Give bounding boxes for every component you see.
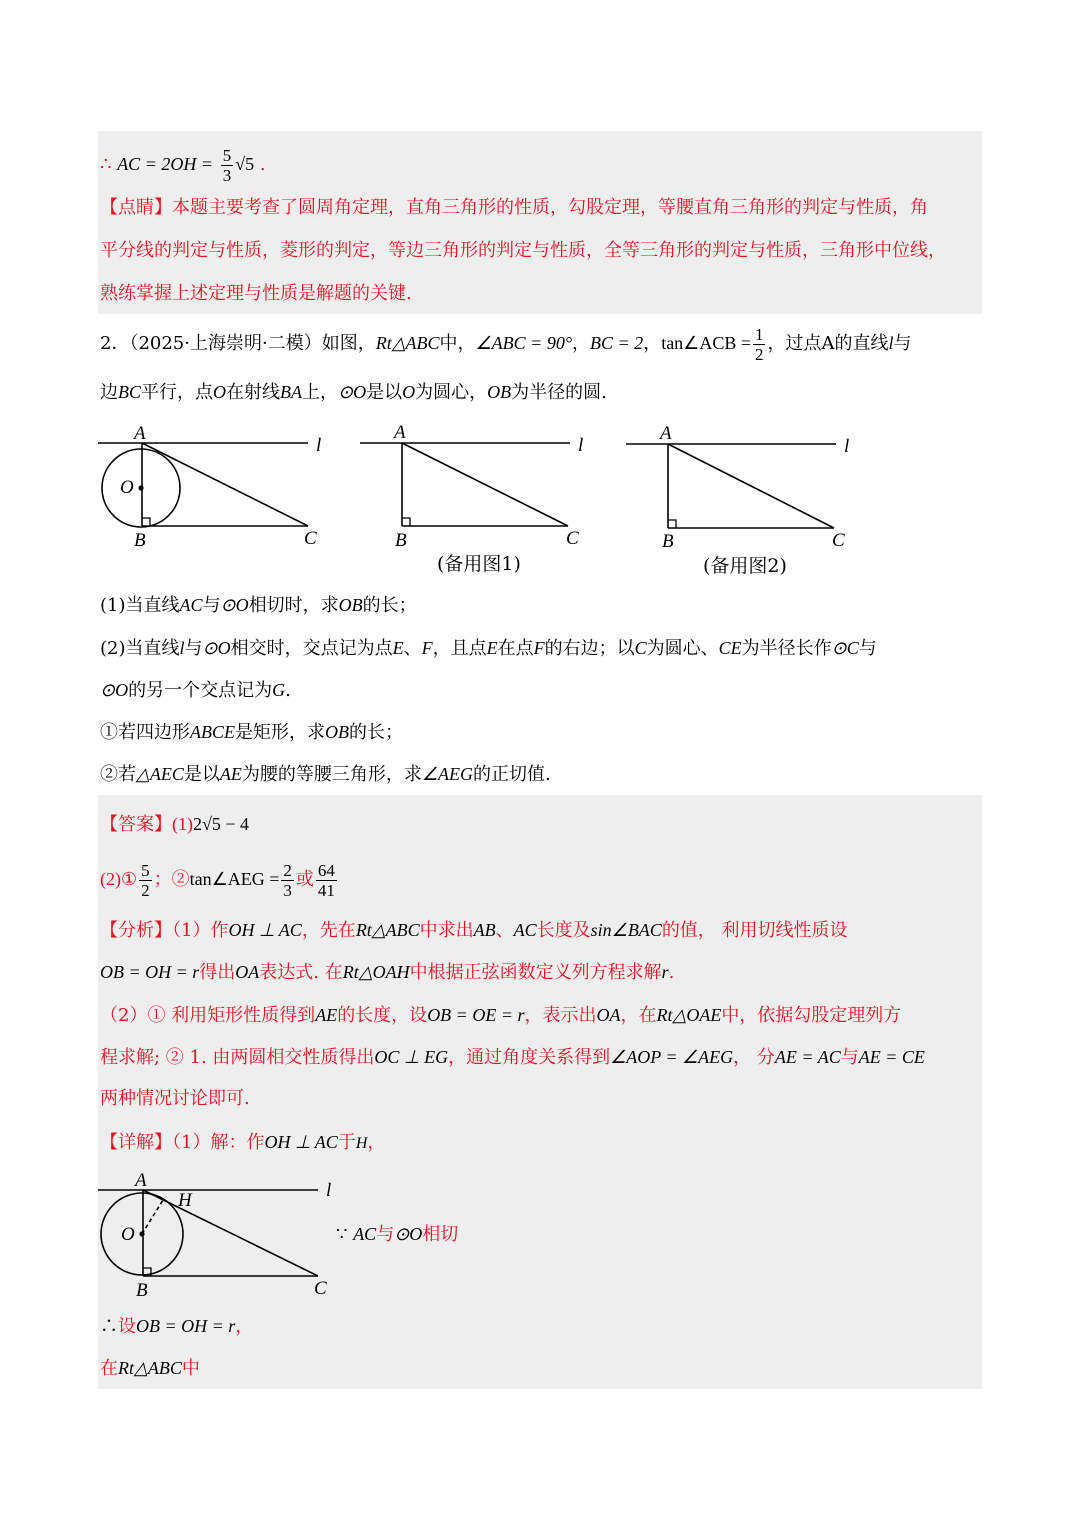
comment-line-1: [100, 196, 928, 220]
analysis-text: 中求出: [419, 920, 474, 941]
question-text: ②若: [100, 764, 136, 785]
last-line: [100, 1356, 200, 1381]
detail-math: ⊙O: [394, 1224, 423, 1244]
fig3-label-c: C: [832, 530, 845, 551]
question-text: 的长；: [349, 722, 403, 743]
analysis-text: 得出: [199, 962, 236, 983]
point-o: O: [213, 382, 227, 402]
problem-text: 上，: [302, 382, 339, 403]
answer-line-1: [100, 812, 249, 837]
fig3-label-b: B: [662, 531, 674, 552]
question-2-1: [100, 720, 403, 745]
question-text: 在点: [497, 638, 534, 659]
problem-text: 平行，点: [141, 382, 214, 403]
analysis-label: 【分析】: [100, 920, 172, 941]
point-e: E: [486, 638, 498, 658]
point-f: F: [421, 638, 433, 658]
analysis-math: OH ⊥ AC: [228, 920, 302, 940]
circle-o: ⊙O: [100, 680, 129, 700]
answer-2-2-denominator: 3: [283, 880, 292, 900]
segment-ob: OB: [325, 722, 349, 742]
ac-equation: AC = 2OH =: [117, 154, 213, 174]
answer-2-1-numerator: 5: [141, 860, 150, 880]
detail-label: 【详解】: [100, 1132, 172, 1153]
ac-fraction-numerator: 5: [222, 145, 232, 165]
analysis-text: （1）作: [172, 920, 229, 941]
question-text: 是以: [183, 764, 220, 785]
analysis-math: OA: [235, 962, 260, 982]
fig1-label-o: O: [120, 477, 134, 498]
answer-1-value: 2√5 − 4: [193, 814, 250, 834]
detail-figure: [90, 1162, 350, 1302]
answer-2-2-numerator: 2: [283, 860, 292, 880]
analysis-text: 的值， 利用切线性质设: [661, 920, 848, 941]
quad-abce: ABCE: [190, 722, 235, 742]
problem-line-2: [100, 380, 607, 405]
analysis-line-5: [100, 1087, 250, 1111]
problem-text: 中，: [439, 333, 476, 354]
comment-text-3: 熟练掌握上述定理与性质是解题的关键.: [100, 283, 412, 304]
analysis-math: Rt△OAE: [656, 1005, 722, 1025]
line-l: l: [888, 333, 894, 353]
fig1-label-l: l: [316, 435, 322, 456]
ray-ba: BA: [280, 382, 303, 402]
ac-root: √5: [235, 154, 255, 174]
analysis-text: （2）① 利用矩形性质得到: [100, 1005, 316, 1026]
triangle-aec: △AEC: [136, 764, 184, 784]
analysis-text: 程求解; ② 1. 由两圆相交性质得出: [100, 1047, 375, 1068]
answer-tan-aeg: tan∠AEG =: [189, 869, 280, 889]
therefore-symbol: ∴: [100, 154, 112, 175]
detail-math: AC: [353, 1224, 377, 1244]
detail-line-1: [100, 1130, 385, 1156]
detail-text: ，: [367, 1132, 386, 1153]
analysis-math: ∠AOP = ∠AEG: [610, 1047, 734, 1067]
bc-value: BC = 2: [590, 333, 644, 353]
fig4-label-h: H: [178, 1190, 192, 1211]
fig2-label-l: l: [578, 435, 584, 456]
question-text: (2)当直线: [100, 638, 180, 659]
analysis-math: Rt△OAH: [342, 962, 410, 982]
detail-text: （1）解：作: [172, 1132, 265, 1153]
answer-1-prefix: (1): [172, 814, 193, 834]
figure-main: [98, 423, 321, 551]
fig4-label-b: B: [136, 1280, 148, 1301]
answer-or: 或: [295, 869, 314, 890]
question-text: (1)当直线: [100, 595, 180, 616]
answer-2-3-numerator: 64: [317, 860, 335, 880]
question-text: 为半径长作: [741, 638, 832, 659]
detail-text: ，: [235, 1316, 254, 1337]
segment-ce: CE: [718, 638, 742, 658]
caption-backup-2: (备用图2): [703, 555, 787, 577]
because-symbol: ∵: [336, 1224, 348, 1245]
answer-separator: ；②: [153, 869, 190, 890]
ac-fraction-denominator: 3: [222, 165, 232, 185]
fig1-label-b: B: [134, 530, 146, 551]
figure-backup-1: [360, 422, 583, 551]
circle-c: ⊙C: [831, 638, 859, 658]
analysis-text: 长度及: [536, 920, 591, 941]
circle-o: ⊙O: [202, 638, 231, 658]
angle-abc: ∠ABC = 90°: [475, 333, 573, 353]
analysis-text: ，通过角度关系得到: [448, 1047, 611, 1068]
fig2-label-b: B: [395, 530, 407, 551]
tan-acb: tan∠ACB =: [661, 333, 751, 353]
comma: ，: [572, 333, 591, 354]
because-line: [336, 1222, 458, 1247]
fig3-label-a: A: [660, 423, 672, 444]
tan-numerator: 1: [754, 324, 764, 344]
question-2: [100, 636, 877, 661]
analysis-math: OC ⊥ EG: [374, 1047, 449, 1067]
detail-text: 中: [181, 1358, 200, 1379]
problem-text: 是以: [366, 382, 403, 403]
detail-text: 相切: [422, 1224, 459, 1245]
fig2-label-a: A: [394, 422, 406, 443]
analysis-math: sin∠BAC: [590, 920, 662, 940]
segment-ae: AE: [219, 764, 242, 784]
answer-label: 【答案】: [100, 814, 172, 835]
analysis-text: 与: [840, 1047, 859, 1068]
point-g: G: [272, 680, 286, 700]
question-text: 相切时，求: [248, 595, 339, 616]
analysis-text: 表达式. 在: [259, 962, 343, 983]
angle-aeg: ∠AEG: [421, 764, 473, 784]
problem-text: ，过点A的直线: [767, 333, 889, 354]
segment-ob: OB: [487, 382, 512, 402]
therefore-symbol: ∴: [100, 1316, 118, 1337]
comma: ，: [643, 333, 662, 354]
analysis-math: AC: [513, 920, 537, 940]
comment-line-3: [100, 282, 412, 306]
fig4-label-o: O: [121, 1224, 135, 1245]
analysis-math: OB = OH = r: [100, 962, 200, 982]
question-text: 相交时，交点记为点: [230, 638, 393, 659]
analysis-math: Rt△ABC: [355, 920, 420, 940]
question-text: ①若四边形: [100, 722, 190, 743]
caption-backup-1: (备用图1): [437, 553, 521, 575]
tan-denominator: 2: [754, 344, 764, 364]
problem-text: 边: [100, 382, 118, 403]
question-text: 与: [184, 638, 203, 659]
detail-math: Rt△ABC: [118, 1358, 182, 1378]
analysis-math: r: [661, 962, 669, 982]
question-text: 的正切值.: [472, 764, 551, 785]
analysis-text: 中根据正弦函数定义列方程求解: [409, 962, 662, 983]
analysis-line-3: [100, 1003, 901, 1028]
problem-intro: 2．（2025·上海崇明·二模）如图，: [100, 333, 376, 354]
problem-text: 为圆心，: [415, 382, 488, 403]
analysis-line-1: [100, 918, 848, 943]
line-l: l: [179, 638, 185, 658]
question-2-cont: [100, 678, 291, 703]
analysis-text: ，在: [620, 1005, 657, 1026]
question-text: 为圆心、: [646, 638, 719, 659]
detail-text: 设: [118, 1316, 136, 1337]
segment-ob: OB: [338, 595, 363, 615]
fig4-label-l: l: [326, 1180, 332, 1201]
fig1-label-a: A: [134, 423, 146, 444]
analysis-text: .: [668, 962, 675, 983]
analysis-text: ， 分: [733, 1047, 775, 1068]
detail-math: H: [355, 1135, 368, 1152]
detail-math: OB = OH = r: [136, 1316, 236, 1336]
question-text: 与: [202, 595, 221, 616]
point-c: C: [634, 638, 647, 658]
analysis-math: AB: [473, 920, 496, 940]
question-text: 的另一个交点记为: [128, 680, 273, 701]
fig1-label-c: C: [304, 528, 317, 549]
problem-line-1: [100, 323, 912, 364]
comment-text-2: 平分线的判定与性质，菱形的判定，等边三角形的判定与性质，全等三角形的判定与性质，三角形中位线，: [100, 240, 946, 261]
question-text: 、: [403, 638, 422, 659]
point-o: O: [402, 382, 416, 402]
analysis-text: ，先在: [301, 920, 356, 941]
question-text: ，且点: [432, 638, 487, 659]
analysis-line-2: [100, 960, 674, 985]
answer-2-3-denominator: 41: [317, 880, 335, 900]
analysis-math: OA: [596, 1005, 621, 1025]
analysis-text: 两种情况讨论即可.: [100, 1088, 250, 1109]
ac-result-line: [100, 144, 266, 185]
analysis-line-4: [100, 1045, 925, 1070]
problem-text: 在射线: [226, 382, 281, 403]
point-e: E: [392, 638, 404, 658]
fig4-label-a: A: [135, 1170, 147, 1191]
analysis-math: AE = AC: [774, 1047, 841, 1067]
comment-text-1: 本题主要考查了圆周角定理，直角三角形的性质，勾股定理，等腰直角三角形的判定与性质，角: [172, 197, 928, 218]
point-f: F: [533, 638, 545, 658]
problem-figures: [90, 418, 870, 558]
comment-line-2: [100, 239, 946, 263]
analysis-math: AE: [315, 1005, 338, 1025]
segment-bc: BC: [118, 382, 142, 402]
detail-text: 于: [337, 1132, 356, 1153]
question-text: 与: [858, 638, 877, 659]
detail-math: OH ⊥ AC: [264, 1132, 338, 1152]
fig3-label-l: l: [844, 436, 850, 457]
problem-text: 为半径的圆.: [511, 382, 607, 403]
question-text: 的长；: [362, 595, 417, 616]
line-ac: AC: [179, 595, 203, 615]
triangle-abc: Rt△ABC: [375, 333, 440, 353]
comment-label: 【点睛】: [100, 197, 172, 218]
question-1: [100, 593, 417, 618]
question-text: 是矩形，求: [235, 722, 325, 743]
analysis-text: 中，依据勾股定理列方: [721, 1005, 902, 1026]
question-2-2: [100, 762, 551, 787]
analysis-text: 、: [495, 920, 514, 941]
answer-2-1-denominator: 2: [141, 880, 150, 900]
detail-text: 在: [100, 1358, 118, 1379]
set-line: [100, 1314, 253, 1339]
analysis-math: AE = CE: [858, 1047, 925, 1067]
circle-o: ⊙O: [220, 595, 249, 615]
fig2-label-c: C: [566, 528, 579, 549]
analysis-text: ，表示出: [524, 1005, 597, 1026]
ac-end: .: [259, 154, 266, 175]
analysis-text: 的长度，设: [337, 1005, 428, 1026]
question-text: 的右边；以: [544, 638, 635, 659]
figure-backup-2: [626, 423, 849, 552]
answer-line-2: [100, 858, 339, 901]
fig4-label-c: C: [314, 1278, 327, 1299]
detail-text: 与: [376, 1224, 395, 1245]
analysis-math: OB = OE = r: [427, 1005, 525, 1025]
circle-o: ⊙O: [338, 382, 367, 402]
question-text: .: [285, 680, 291, 701]
answer-2-prefix: (2)①: [100, 869, 138, 889]
question-text: 为腰的等腰三角形，求: [241, 764, 422, 785]
problem-text: 与: [893, 333, 912, 354]
